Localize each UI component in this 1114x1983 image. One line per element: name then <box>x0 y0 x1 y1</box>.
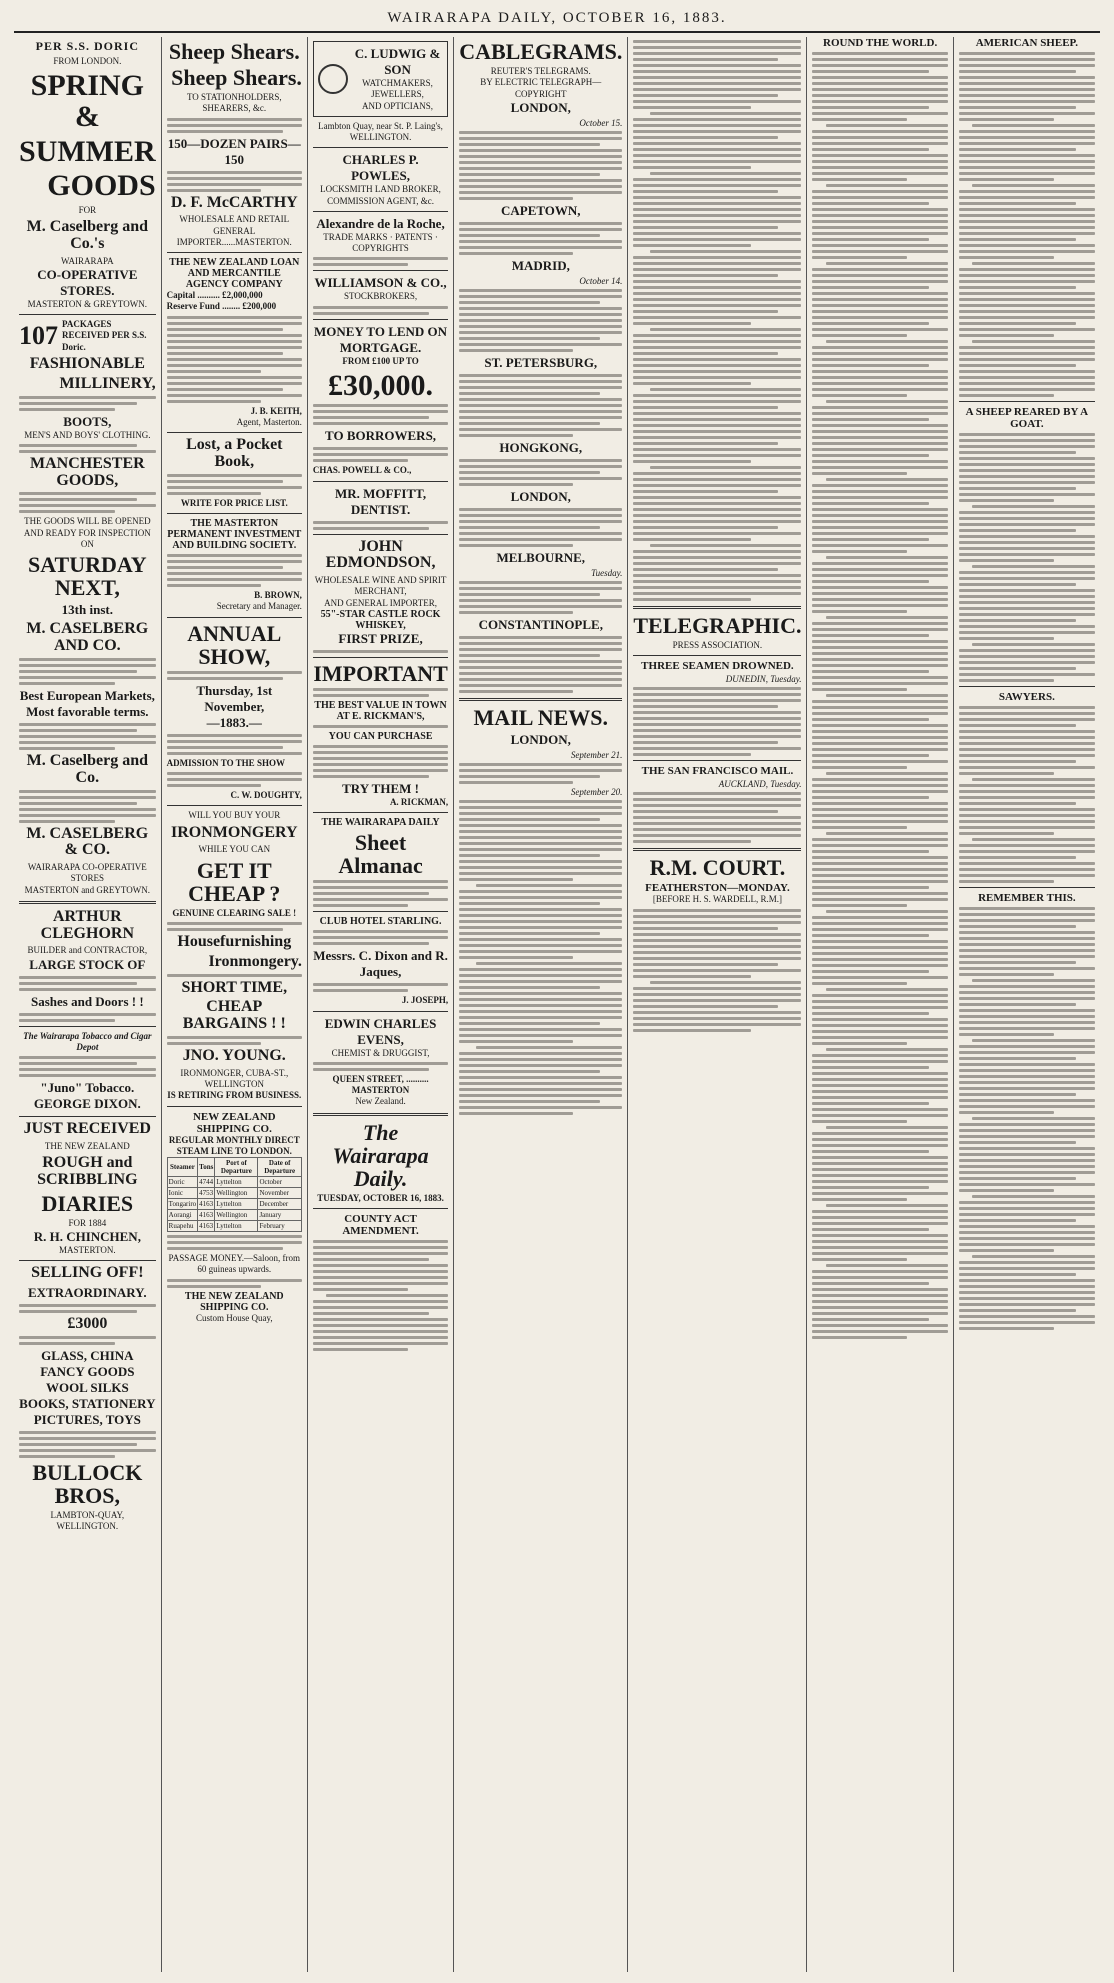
section-telegraphic: TELEGRAPHIC. <box>633 613 802 638</box>
ad-cheap-bargains: CHEAP BARGAINS ! ! <box>182 998 286 1033</box>
ad-ironmongery-2: Ironmongery. <box>208 952 302 970</box>
ad-rickman: A. RICKMAN, <box>389 796 449 807</box>
ad-show-date: Thursday, 1st November, <box>196 682 273 714</box>
headline-sheep-goat: A SHEEP REARED BY A GOAT. <box>965 406 1089 430</box>
ad-evens-sub: CHEMIST & DRUGGIST, <box>331 1047 430 1058</box>
ad-daily-name: THE WAIRARAPA DAILY <box>321 817 440 829</box>
dateline-oct15: October 15. <box>579 117 623 128</box>
ad-jno-young: JNO. YOUNG. <box>182 1046 286 1064</box>
column-1 <box>14 37 162 1972</box>
ad-lost-pocket-book: Lost, a Pocket Book, <box>186 436 283 471</box>
dateline-dunedin: DUNEDIN, Tuesday. <box>725 674 802 685</box>
ad-fashionable: FASHIONABLE <box>29 354 145 372</box>
telegraphic-press: PRESS ASSOCIATION. <box>672 640 763 651</box>
ad-while-you-can: WHILE YOU CAN <box>198 844 271 855</box>
ad-will-you-buy: WILL YOU BUY YOUR <box>188 810 281 821</box>
cablegrams-reuters: REUTER'S TELEGRAMS. <box>490 66 591 77</box>
ad-best-value: THE BEST VALUE IN TOWN AT E. RICKMAN'S, <box>314 699 447 722</box>
ad-queen-street: QUEEN STREET, .......... MASTERTON <box>332 1073 429 1096</box>
ad-headline-summer: SUMMER <box>19 134 156 168</box>
section-mail-news: MAIL NEWS. <box>473 704 609 730</box>
ad-firm-4: M. CASELBERG & CO. <box>26 824 149 859</box>
ad-chas-powell: CHAS. POWELL & CO., <box>312 465 412 476</box>
section-rm-court: R.M. COURT. <box>649 855 786 881</box>
table-cell: February <box>258 1221 301 1232</box>
sailings-table <box>167 1157 302 1232</box>
dateline-petersburg: ST. PETERSBURG, <box>484 354 598 370</box>
ad-investment-society: THE MASTERTON PERMANENT INVESTMENT AND BUILDING SOCIETY. <box>167 518 302 552</box>
dateline-madrid: MADRID, <box>511 257 570 273</box>
ad-amount-30000: £30,000. <box>328 368 434 402</box>
ad-passage: PASSAGE MONEY.—Saloon, from 60 guineas upwards. <box>168 1253 301 1275</box>
table-cell: Lyttelton <box>215 1199 258 1210</box>
ad-bullock-sub: LAMBTON-QUAY, WELLINGTON. <box>50 1510 125 1532</box>
headline-remember: REMEMBER THIS. <box>978 892 1076 904</box>
court-before: [BEFORE H. S. WARDELL, R.M.] <box>652 894 782 905</box>
column-5 <box>628 37 807 1972</box>
ad-date: 13th inst. <box>61 602 113 618</box>
ad-powles: CHARLES P. POWLES, <box>342 152 419 184</box>
ad-george-dixon: GEORGE DIXON. <box>33 1096 141 1112</box>
headline-seamen-drowned: THREE SEAMEN DROWNED. <box>641 660 794 673</box>
dateline-capetown: CAPETOWN, <box>500 202 581 218</box>
ad-you-can-purchase: YOU CAN PURCHASE <box>328 730 433 742</box>
ad-evens: EDWIN CHARLES EVENS, <box>324 1015 437 1047</box>
table-cell: Lyttelton <box>215 1177 258 1188</box>
ad-places-2: MASTERTON and GREYTOWN. <box>24 884 151 895</box>
ad-retiring: IS RETIRING FROM BUSINESS. <box>167 1090 302 1101</box>
ad-markets: Best European Markets, <box>19 687 155 703</box>
dateline-london: LONDON, <box>510 99 571 115</box>
article-county-act: COUNTY ACT AMENDMENT. <box>342 1213 419 1238</box>
ad-tobacco-depot: The Wairarapa Tobacco and Cigar Depot <box>23 1030 152 1052</box>
ad-extraordinary: EXTRAORDINARY. <box>28 1285 147 1301</box>
ad-edmondson-sub: WHOLESALE WINE AND SPIRIT MERCHANT, <box>314 575 447 597</box>
table-cell: 4163 <box>199 1200 214 1209</box>
ad-steam-line: REGULAR MONTHLY DIRECT STEAM LINE TO LONDON. <box>168 1134 300 1156</box>
ad-cleghorn-sub: BUILDER and CONTRACTOR, <box>27 945 148 956</box>
headline-sawyers: SAWYERS. <box>998 691 1055 703</box>
ad-ludwig-name: C. LUDWIG & SON <box>354 46 441 77</box>
ad-sashes: Sashes and Doors ! ! <box>30 993 144 1009</box>
table-row <box>167 1210 301 1221</box>
ad-ready: THE GOODS WILL BE OPENED AND READY FOR INSPECTION ON <box>23 516 151 549</box>
ad-amount: £3000 <box>67 1315 108 1333</box>
ad-nz: New Zealand. <box>355 1096 406 1107</box>
ad-ship-sub: FROM LONDON. <box>53 55 122 66</box>
court-featherston: FEATHERSTON—MONDAY. <box>645 882 790 895</box>
table-cell: Ruapehu <box>167 1221 198 1232</box>
ad-juno: "Juno" Tobacco. <box>40 1080 135 1096</box>
ad-firm-3: M. Caselberg and Co. <box>26 751 148 786</box>
ad-just-received: JUST RECEIVED <box>23 1120 151 1138</box>
section-cablegrams: CABLEGRAMS. <box>459 39 623 64</box>
dateline-sept21: September 21. <box>570 749 623 760</box>
column-2 <box>162 37 308 1972</box>
headline-american-sheep: AMERICAN SHEEP. <box>975 37 1078 49</box>
ad-try-them: TRY THEM ! <box>342 780 419 796</box>
page-masthead: WAIRARAPA DAILY, OCTOBER 16, 1883. <box>14 10 1100 33</box>
ad-customs: Custom House Quay, <box>195 1312 273 1323</box>
ad-saturday: SATURDAY NEXT, <box>28 552 147 601</box>
ad-annual-show: ANNUAL SHOW, <box>187 620 282 669</box>
ad-clearing-sale: GENUINE CLEARING SALE ! <box>172 907 297 918</box>
dateline-hongkong: HONGKONG, <box>499 439 583 455</box>
ad-firm-name: M. Caselberg and Co.'s <box>26 218 148 252</box>
dateline-melbourne: MELBOURNE, <box>496 549 586 565</box>
ad-rough: ROUGH and SCRIBBLING <box>37 1154 138 1189</box>
column-4 <box>454 37 628 1972</box>
ad-town: WAIRARAPA <box>60 255 114 266</box>
ad-young-sub: IRONMONGER, CUBA-ST., WELLINGTON <box>180 1067 289 1090</box>
ad-opticians: AND OPTICIANS, <box>362 100 434 111</box>
ad-first-prize: FIRST PRIZE, <box>338 630 423 646</box>
ad-powles-sub: LOCKSMITH LAND BROKER, COMMISSION AGENT, &c. <box>320 184 441 206</box>
ad-from-100: FROM £100 UP TO <box>342 355 419 366</box>
column-7 <box>954 37 1100 1972</box>
dateline-auckland: AUCKLAND, Tuesday. <box>718 779 802 790</box>
ad-shipping-co-2: THE NEW ZEALAND SHIPPING CO. <box>184 1290 284 1313</box>
ad-manchester: MANCHESTER GOODS, <box>29 454 145 489</box>
table-cell: Wellington <box>215 1210 258 1221</box>
ad-price-list: WRITE FOR PRICE LIST. <box>180 497 288 508</box>
ad-brown-sub: Secretary and Manager. <box>216 601 302 612</box>
ad-cleghorn: ARTHUR CLEGHORN <box>40 907 134 942</box>
ad-edmondson: JOHN EDMONDSON, <box>325 537 436 572</box>
ad-boots: BOOTS, <box>63 413 112 429</box>
headline-round-world: ROUND THE WORLD. <box>823 37 938 49</box>
ad-club-hotel: CLUB HOTEL STARLING. <box>319 916 442 928</box>
table-cell: 4744 <box>199 1178 214 1187</box>
paper-banner: The Wairarapa Daily. <box>332 1119 429 1191</box>
packages-number: 107 <box>19 321 58 351</box>
ad-roche: Alexandre de la Roche, <box>316 215 445 231</box>
column-6 <box>807 37 953 1972</box>
ad-doughty: C. W. DOUGHTY, <box>230 790 302 801</box>
table-cell: Tongariro <box>168 1200 197 1209</box>
table-cell: December <box>258 1199 301 1210</box>
ad-show-year: —1883.— <box>206 714 262 730</box>
ad-stores-2: WAIRARAPA CO-OPERATIVE STORES <box>27 862 147 884</box>
ad-keith-sub: Agent, Masterton. <box>236 416 302 427</box>
ad-diaries: DIARIES <box>41 1190 134 1216</box>
ad-packages <box>19 319 156 353</box>
ad-lambton: Lambton Quay, near St. P. Laing's, WELLINGTON. <box>318 120 443 142</box>
ad-get-it-cheap: GET IT CHEAP ? <box>188 857 281 906</box>
table-row <box>167 1199 301 1210</box>
ad-mccarthy-sub: WHOLESALE AND RETAIL <box>179 214 290 225</box>
ad-stationholders: TO STATIONHOLDERS, SHEARERS, &c. <box>186 92 282 114</box>
paper-date: TUESDAY, OCTOBER 16, 1883. <box>317 1192 444 1203</box>
ad-mccarthy: D. F. McCARTHY <box>170 193 298 211</box>
ad-terms: Most favorable terms. <box>26 703 149 719</box>
ad-money: MONEY TO LEND ON MORTGAGE. <box>314 323 448 355</box>
ad-fancy: FANCY GOODS <box>40 1364 135 1380</box>
ad-millinery: MILLINERY, <box>59 374 156 392</box>
table-cell: Aorangi <box>167 1210 198 1221</box>
ad-borrowers: TO BORROWERS, <box>325 428 437 444</box>
table-cell: Wellington <box>215 1188 258 1199</box>
ad-jewellers: JEWELLERS, <box>371 89 424 100</box>
ad-sheep-shears-2: Sheep Shears. <box>171 65 302 91</box>
ad-capital: Capital .......... £2,000,000 <box>166 290 263 301</box>
table-cell: 4163 <box>199 1222 214 1231</box>
ad-dixon-jaques: Messrs. C. Dixon and R. Jaques, <box>313 948 448 980</box>
dateline-sept20: September 20. <box>570 786 623 797</box>
ad-watchmakers: WATCHMAKERS, <box>362 78 433 88</box>
ad-joseph: J. JOSEPH, <box>401 995 449 1006</box>
ad-headline-goods: GOODS <box>47 169 156 203</box>
ad-importer: AND GENERAL IMPORTER, <box>324 597 437 608</box>
table-row <box>167 1188 301 1199</box>
ad-general-importer: GENERAL IMPORTER......MASTERTON. <box>176 225 292 247</box>
watch-icon <box>318 64 348 94</box>
ad-dozen-pairs: 150—DOZEN PAIRS—150 <box>167 135 301 167</box>
dateline-london-2: LONDON, <box>510 488 571 504</box>
dateline-oct14: October 14. <box>579 275 623 286</box>
table-head-date: Date of Departure <box>258 1158 301 1177</box>
ad-for: FOR <box>78 204 97 215</box>
ad-keith: J. B. KEITH, <box>250 405 302 416</box>
ad-chinchen-sub: MASTERTON. <box>59 1245 116 1256</box>
ad-sheep-shears-1: Sheep Shears. <box>168 39 300 64</box>
ad-selling-off: SELLING OFF! <box>31 1264 144 1282</box>
dateline-tuesday: Tuesday. <box>591 567 623 578</box>
ad-ludwig <box>313 41 448 117</box>
ad-williamson: WILLIAMSON & CO., <box>314 275 447 291</box>
ad-headline-spring: SPRING & <box>30 68 144 134</box>
ad-wool: WOOL SILKS <box>45 1380 129 1396</box>
ad-nz: THE NEW ZEALAND <box>44 1140 130 1151</box>
table-head-steamer: Steamer <box>167 1158 198 1177</box>
ad-stores: CO-OPERATIVE STORES. <box>37 266 138 298</box>
ad-nz-loan: THE NEW ZEALAND LOAN AND MERCANTILE AGENCY COMPANY <box>169 257 300 291</box>
ad-books: BOOKS, STATIONERY <box>19 1396 156 1412</box>
table-cell: November <box>258 1188 301 1199</box>
table-head-port: Port of Departure <box>215 1158 258 1177</box>
table-cell: Doric <box>167 1177 198 1188</box>
ad-glass: GLASS, CHINA <box>41 1348 134 1364</box>
dateline-london-3: LONDON, <box>510 731 571 747</box>
ad-roche-sub: TRADE MARKS · PATENTS · COPYRIGHTS <box>323 231 438 253</box>
table-cell: 4753 <box>199 1189 214 1198</box>
ad-ironmongery: IRONMONGERY <box>171 823 298 841</box>
ad-ship-line: PER S.S. DORIC <box>35 39 139 53</box>
ad-firm-2: M. CASELBERG AND CO. <box>26 620 149 655</box>
table-cell: October <box>258 1177 301 1188</box>
headline-sf-mail: THE SAN FRANCISCO MAIL. <box>641 765 794 778</box>
table-cell: January <box>258 1210 301 1221</box>
ad-admission: ADMISSION TO THE SHOW <box>166 757 285 768</box>
column-3 <box>308 37 454 1972</box>
ad-places: MASTERTON & GREYTOWN. <box>27 298 148 309</box>
table-cell: 4163 <box>199 1211 214 1220</box>
ad-bullock: BULLOCK BROS, <box>32 1460 143 1509</box>
table-cell: Lyttelton <box>215 1221 258 1232</box>
table-row <box>167 1221 301 1232</box>
table-cell: Ionic <box>167 1188 198 1199</box>
ad-chinchen: R. H. CHINCHEN, <box>33 1229 141 1245</box>
ad-shipping-co: NEW ZEALAND SHIPPING CO. <box>192 1110 276 1135</box>
ad-whisky: 55"-STAR CASTLE ROCK WHISKEY, <box>320 608 441 631</box>
ad-for-1884: FOR 1884 <box>68 1217 107 1228</box>
ad-large-stock: LARGE STOCK OF <box>29 956 146 972</box>
cablegrams-copyright: BY ELECTRIC TELEGRAPH—COPYRIGHT <box>480 77 602 99</box>
ad-pictures: PICTURES, TOYS <box>33 1412 141 1428</box>
dateline-constantinople: CONSTANTINOPLE, <box>478 616 603 632</box>
ad-important: IMPORTANT <box>313 660 448 686</box>
ad-reserve: Reserve Fund ........ £200,000 <box>166 301 277 312</box>
ad-short-time: SHORT TIME, <box>181 978 288 996</box>
ad-williamson-sub: STOCKBROKERS, <box>344 291 418 302</box>
packages-text: PACKAGES RECEIVED PER S.S. Doric. <box>62 319 147 352</box>
ad-boys: MEN'S AND BOYS' CLOTHING. <box>24 429 151 440</box>
table-head-tons: Tons <box>198 1158 215 1177</box>
table-row <box>167 1177 301 1188</box>
columns <box>14 37 1100 1972</box>
ad-brown: B. BROWN, <box>254 590 302 601</box>
ad-sheet-almanac: Sheet Almanac <box>338 830 423 879</box>
ad-moffitt: MR. MOFFITT, DENTIST. <box>335 485 427 517</box>
ad-housefurnishing: Housefurnishing <box>177 933 292 950</box>
